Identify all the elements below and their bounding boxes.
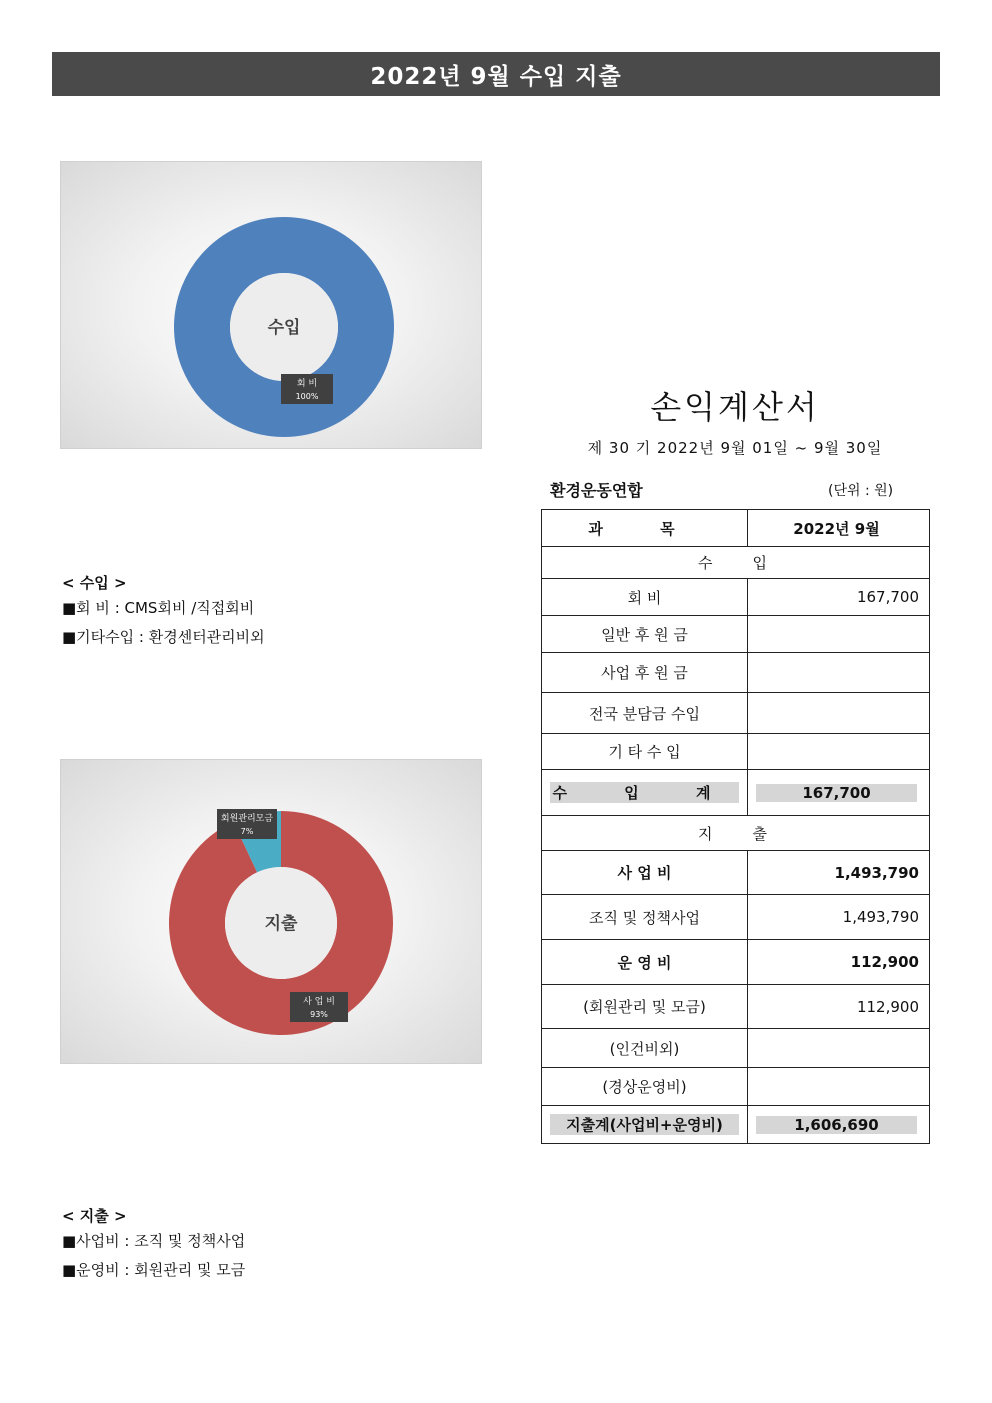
table-row (542, 895, 930, 940)
expense-total-value: 1,606,690 (748, 1106, 930, 1144)
row-value (748, 734, 930, 770)
table-row (542, 851, 930, 895)
expense-donut-chart (60, 759, 482, 1064)
row-label: 기 타 수 입 (542, 734, 748, 770)
row-value: 1,493,790 (748, 895, 930, 940)
donut-center-label: 지출 (264, 914, 298, 934)
section-row-expense (542, 816, 930, 851)
income-statement-table (541, 509, 930, 1144)
organization-name: 환경운동연합 (550, 481, 643, 500)
row-label: 사 업 비 (542, 851, 748, 895)
expense-chart-svg (61, 760, 483, 1065)
table-row (542, 1068, 930, 1106)
table-row (542, 985, 930, 1029)
row-label: 사업 후 원 금 (542, 653, 748, 693)
statement-period: 제 30 기 2022년 9월 01일 ~ 9월 30일 (587, 439, 883, 457)
table-row (542, 653, 930, 693)
section-label-expense: 지출 (542, 816, 930, 851)
expense-total-label: 지출계(사업비+운영비) (542, 1106, 748, 1144)
row-value (748, 1029, 930, 1068)
row-label: 회 비 (542, 579, 748, 616)
income-total-value: 167,700 (748, 770, 930, 816)
row-label: (경상운영비) (542, 1068, 748, 1106)
income-donut-chart (60, 161, 482, 449)
table-row (542, 579, 930, 616)
row-label: (회원관리 및 모금) (542, 985, 748, 1029)
currency-unit: (단위 : 원) (828, 483, 894, 499)
data-label-name: 회 비 (296, 379, 318, 389)
row-label: 조직 및 정책사업 (542, 895, 748, 940)
row-value (748, 653, 930, 693)
table-row (542, 616, 930, 653)
row-value (748, 1068, 930, 1106)
row-value: 112,900 (748, 940, 930, 985)
row-label: (인건비외) (542, 1029, 748, 1068)
data-label-name: 사 업 비 (303, 997, 335, 1007)
row-value: 112,900 (748, 985, 930, 1029)
income-total-label: 수 입 계 (542, 770, 748, 816)
data-label-percent: 93% (310, 1010, 328, 1019)
table-row (542, 1029, 930, 1068)
data-label-percent: 7% (240, 827, 254, 836)
table-row (542, 693, 930, 734)
expense-note-heading: < 지출 > (62, 1207, 127, 1225)
data-label (217, 809, 277, 839)
row-label: 전국 분담금 수입 (542, 693, 748, 734)
data-label (290, 992, 348, 1022)
statement-title: 손익계산서 (650, 388, 820, 426)
expense-total-row (542, 1106, 930, 1144)
income-chart-svg (61, 162, 483, 450)
table-header-row (542, 510, 930, 547)
table-row (542, 734, 930, 770)
row-value (748, 616, 930, 653)
table-row (542, 940, 930, 985)
section-row-income (542, 547, 930, 579)
data-label-name: 회원관리모금 (220, 814, 274, 824)
income-note-item: ■회 비 : CMS회비 /직접회비 (62, 599, 255, 617)
section-label-income: 수입 (542, 547, 930, 579)
expense-note (62, 1209, 245, 1292)
income-note-item: ■기타수입 : 환경센터관리비외 (62, 628, 265, 646)
income-note-heading: < 수입 > (62, 574, 127, 592)
row-value: 1,493,790 (748, 851, 930, 895)
data-label (281, 374, 333, 404)
data-label-percent: 100% (295, 392, 319, 401)
expense-note-item: ■사업비 : 조직 및 정책사업 (62, 1232, 246, 1250)
row-label: 운 영 비 (542, 940, 748, 985)
column-header-period: 2022년 9월 (748, 510, 930, 547)
expense-note-item: ■운영비 : 회원관리 및 모금 (62, 1261, 246, 1279)
page-title: 2022년 9월 수입 지출 (52, 52, 940, 96)
income-total-row (542, 770, 930, 816)
income-note (62, 576, 265, 659)
row-value (748, 693, 930, 734)
column-header-subject: 과 목 (542, 510, 748, 547)
row-value: 167,700 (748, 579, 930, 616)
row-label: 일반 후 원 금 (542, 616, 748, 653)
donut-center-label: 수입 (267, 318, 301, 338)
